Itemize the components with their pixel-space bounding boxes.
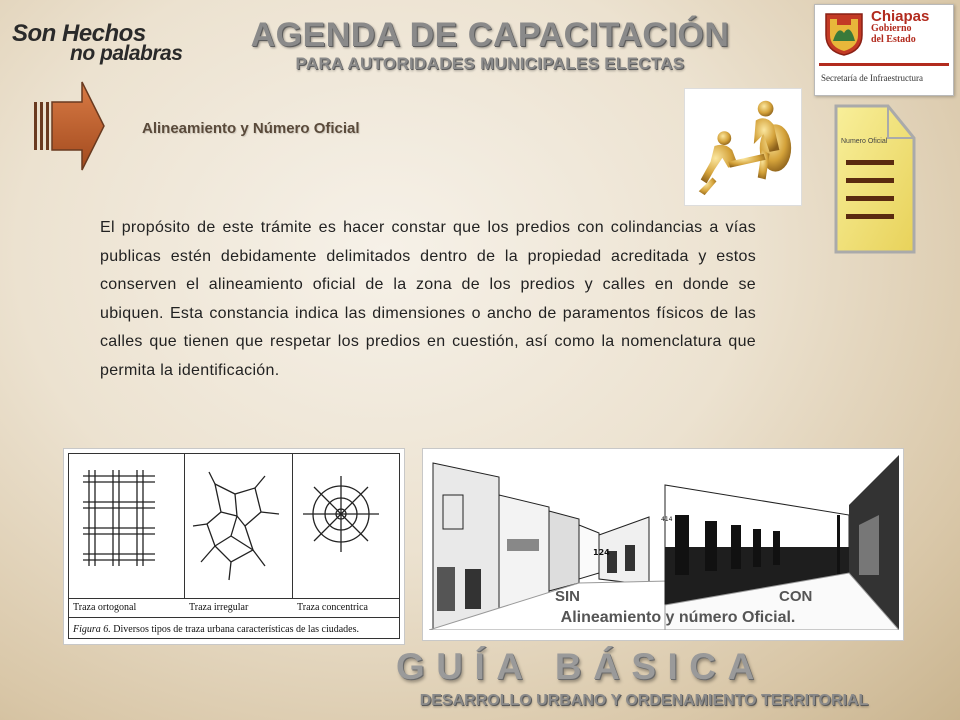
irregular-layout-drawing bbox=[185, 454, 293, 598]
slogan-line1: Son Hechos bbox=[12, 20, 146, 47]
house-number-con: 414 bbox=[661, 516, 673, 523]
body-paragraph: El propósito de este trámite es hacer constar que los predios con colindancias a vías publicas estén debidamente delimitados dentro de la propiedad acreditada y estos conserven el alineamiento oficial de la zona de los predios y calles en donde se ubiquen. Esta constancia indica las dimensiones o ancho de paramentos físicos de las calles que tienen que respetar los predios en cuestión, así como la nomenclatura que permita la identificación. bbox=[100, 219, 756, 379]
label-sin: SIN bbox=[555, 588, 581, 605]
street-comparison-figure bbox=[422, 448, 904, 641]
traza-figure bbox=[63, 448, 405, 645]
gold-figures-image bbox=[684, 88, 802, 206]
slogan bbox=[12, 20, 187, 70]
document-icon-label: Numero Oficial bbox=[841, 138, 888, 145]
grid-layout-drawing bbox=[69, 454, 185, 598]
page-subtitle: PARA AUTORIDADES MUNICIPALES ELECTAS bbox=[295, 54, 685, 73]
numero-oficial-icon bbox=[832, 104, 916, 256]
footer-subtitle: DESARROLLO URBANO Y ORDENAMIENTO TERRITORIAL bbox=[419, 692, 869, 709]
coat-of-arms-icon bbox=[823, 11, 865, 57]
figure-caption bbox=[73, 624, 359, 635]
figure-label: Figura 6. bbox=[73, 624, 111, 635]
traza-caption-row bbox=[69, 598, 399, 618]
figure-text: Diversos tipos de traza urbana características de las ciudades. bbox=[110, 624, 360, 635]
street-scene-drawing bbox=[429, 455, 899, 630]
traza-concentrica-panel bbox=[293, 454, 399, 598]
logo-line3: del Estado bbox=[871, 34, 916, 45]
logo-name: Chiapas bbox=[871, 8, 930, 25]
traza-figure-frame bbox=[68, 453, 400, 639]
logo-brand bbox=[871, 10, 929, 45]
footer-title: GUÍA BÁSICA bbox=[396, 646, 766, 687]
traza-ortogonal-panel bbox=[69, 454, 185, 598]
house-number-sin: 124 bbox=[593, 548, 610, 557]
chiapas-logo bbox=[814, 4, 954, 96]
logo-department: Secretaría de Infraestructura bbox=[821, 73, 923, 83]
caption-concentrica: Traza concentrica bbox=[297, 602, 368, 613]
logo-line2: Gobierno bbox=[871, 23, 912, 34]
logo-divider bbox=[819, 63, 949, 66]
traza-irregular-panel bbox=[185, 454, 293, 598]
section-title: Alineamiento y Número Oficial bbox=[142, 120, 360, 137]
label-con: CON bbox=[779, 588, 813, 605]
page-title: AGENDA DE CAPACITACIÓN bbox=[250, 16, 730, 54]
document-icon bbox=[832, 104, 916, 256]
caption-irregular: Traza irregular bbox=[189, 602, 249, 613]
comparison-caption: Alineamiento y número Oficial. bbox=[560, 609, 796, 626]
concentric-layout-drawing bbox=[293, 454, 399, 598]
caption-ortogonal: Traza ortogonal bbox=[73, 602, 137, 613]
arrow-icon bbox=[32, 80, 106, 172]
slogan-line2: no palabras bbox=[70, 42, 183, 65]
